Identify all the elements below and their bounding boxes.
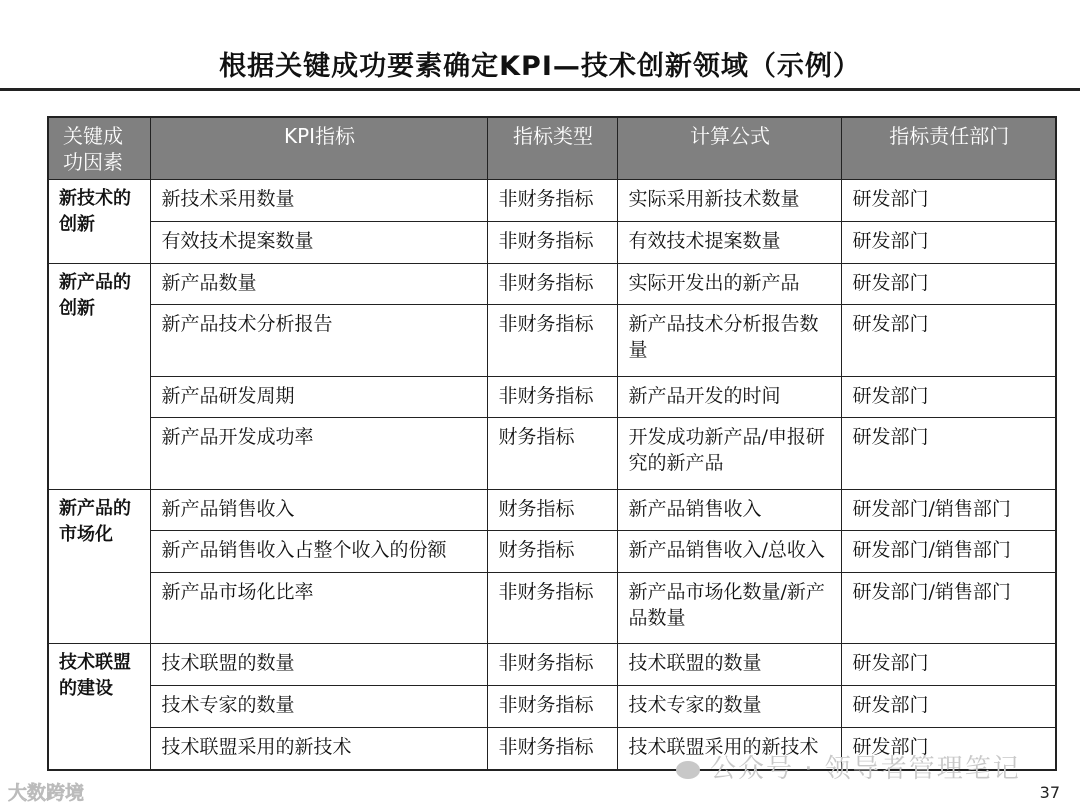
kpi-cell: 新产品开发成功率 [150,418,487,489]
type-cell: 非财务指标 [487,263,617,305]
kpi-cell: 有效技术提案数量 [150,221,487,263]
type-cell: 非财务指标 [487,686,617,728]
formula-cell: 新产品技术分析报告数量 [617,305,841,376]
table-row [48,644,1056,686]
kpi-cell: 技术联盟采用的新技术 [150,728,487,770]
type-cell: 非财务指标 [487,180,617,222]
kpi-cell: 新产品技术分析报告 [150,305,487,376]
factor-cell: 新产品的市场化 [48,489,150,644]
formula-cell: 有效技术提案数量 [617,221,841,263]
table-row [48,376,1056,418]
dept-cell: 研发部门 [841,221,1056,263]
dept-cell: 研发部门 [841,180,1056,222]
formula-cell: 技术联盟的数量 [617,644,841,686]
table-row [48,263,1056,305]
table-row [48,489,1056,531]
formula-cell: 开发成功新产品/申报研究的新产品 [617,418,841,489]
wechat-watermark [676,748,1021,785]
table-row [48,221,1056,263]
dept-cell: 研发部门 [841,376,1056,418]
formula-cell: 新产品销售收入/总收入 [617,531,841,573]
formula-cell: 技术联盟采用的新技术 [617,728,841,770]
page-title: 根据关键成功要素确定KPI—技术创新领域（示例） [219,51,861,82]
header-kpi: KPI指标 [150,117,487,180]
factor-cell: 新产品的创新 [48,263,150,489]
type-cell: 财务指标 [487,531,617,573]
table-row [48,531,1056,573]
type-cell: 财务指标 [487,489,617,531]
corner-watermark: 大数跨境 [8,782,85,804]
type-cell: 非财务指标 [487,644,617,686]
formula-cell: 实际采用新技术数量 [617,180,841,222]
kpi-cell: 新产品销售收入 [150,489,487,531]
dept-cell: 研发部门 [841,305,1056,376]
dept-cell: 研发部门/销售部门 [841,531,1056,573]
kpi-cell: 新产品数量 [150,263,487,305]
kpi-cell: 新产品研发周期 [150,376,487,418]
type-cell: 非财务指标 [487,221,617,263]
type-cell: 非财务指标 [487,728,617,770]
type-cell: 财务指标 [487,418,617,489]
dept-cell: 研发部门 [841,686,1056,728]
kpi-cell: 技术专家的数量 [150,686,487,728]
dept-cell: 研发部门/销售部门 [841,573,1056,644]
table-row [48,418,1056,489]
page-number: 37 [1039,783,1060,802]
table-row [48,305,1056,376]
table-row [48,686,1056,728]
header-indicator-type: 指标类型 [487,117,617,180]
kpi-cell: 新技术采用数量 [150,180,487,222]
header-critical-factor: 关键成功因素 [48,117,150,180]
formula-cell: 技术专家的数量 [617,686,841,728]
formula-cell: 新产品销售收入 [617,489,841,531]
type-cell: 非财务指标 [487,573,617,644]
type-cell: 非财务指标 [487,305,617,376]
dept-cell: 研发部门/销售部门 [841,489,1056,531]
formula-cell: 新产品市场化数量/新产品数量 [617,573,841,644]
formula-cell: 实际开发出的新产品 [617,263,841,305]
dept-cell: 研发部门 [841,263,1056,305]
table-row [48,180,1056,222]
table-row [48,573,1056,644]
type-cell: 非财务指标 [487,376,617,418]
factor-cell: 新技术的创新 [48,180,150,264]
title-divider [0,88,1080,91]
wechat-logo-icon [676,761,700,779]
header-formula: 计算公式 [617,117,841,180]
factor-cell: 技术联盟的建设 [48,644,150,770]
kpi-cell: 新产品市场化比率 [150,573,487,644]
table-header-row [48,117,1056,180]
kpi-cell: 技术联盟的数量 [150,644,487,686]
dept-cell: 研发部门 [841,644,1056,686]
formula-cell: 新产品开发的时间 [617,376,841,418]
header-responsible-dept: 指标责任部门 [841,117,1056,180]
kpi-table [47,116,1057,771]
dept-cell: 研发部门 [841,418,1056,489]
dept-cell: 研发部门 [841,728,1056,770]
kpi-cell: 新产品销售收入占整个收入的份额 [150,531,487,573]
watermark-text: 公众号 · 领导者管理笔记 [710,754,1021,784]
